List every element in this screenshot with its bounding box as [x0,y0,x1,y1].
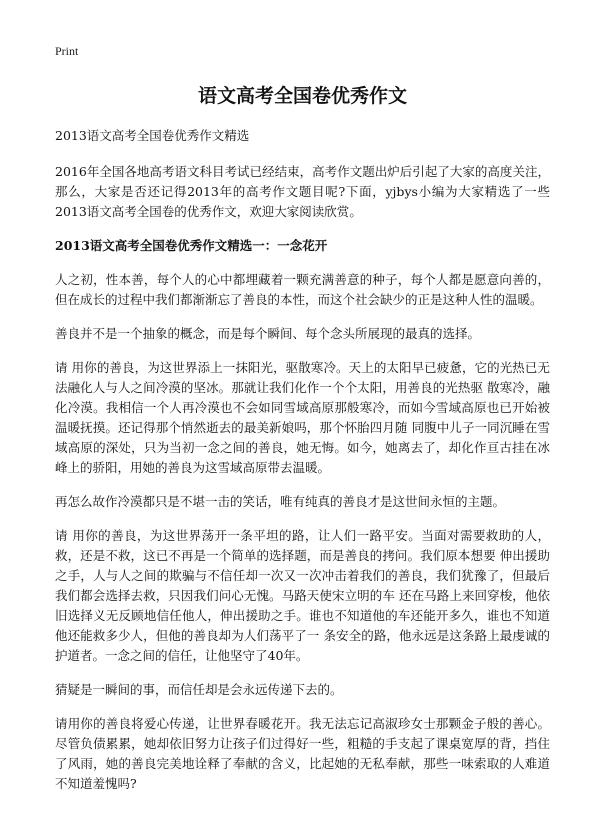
body-paragraph-4: 再怎么故作冷漠都只是不堪一击的笑话，唯有纯真的善良才是这世间永恒的主题。 [55,494,506,509]
document-page [55,44,550,808]
body-paragraph-2: 善良并不是一个抽象的概念，而是每个瞬间、每个念头所展现的最真的选择。 [55,326,481,341]
body-paragraph-3: 请 用你的善良，为这世界添上一抹阳光，驱散寒冷。天上的太阳早已疲惫，它的光热已无法融化人与人之间冷漠的坚冰。那就让我们化作一个个太阳，用善良的光热驱 散寒冷，融化冷漠。我相信一个人再冷漠也不会如同雪域高原那般寒冷，而如今雪域高原也已开始被温暖抚摸。还记得那个悄然逝去的最美新娘吗，那个怀胎四月随 同腹中儿子一同沉睡在雪域高原的深处，只为当初一念之间的善良，她无悔。如今，她离去了，却化作亘古挂在冰峰上的骄阳，用她的善良为这雪域高原带去温暖。 [55,360,550,475]
intro-paragraph: 2016年全国各地高考语文科目考试已经结束，高考作文题出炉后引起了大家的高度关注，那么，大家是否还记得2013年的高考作文题目呢?下面，yjbys小编为大家精选了一些2013语文高考全国卷的优秀作文，欢迎大家阅读欣赏。 [55,164,550,219]
body-paragraph-1: 人之初，性本善，每个人的心中都埋藏着一颗充满善意的种子，每个人都是愿意向善的，但在成长的过程中我们都渐渐忘了善良的本性，而这个社会缺少的正是这种人性的温暖。 [55,272,550,307]
body-paragraph-7: 请用你的善良将爱心传递，让世界春暖花开。我无法忘记高淑珍女士那颗金子般的善心。尽管负债累累，她却依旧努力让孩子们过得好一些，粗糙的手支起了课桌宽厚的背，挡住了风雨，她的善良完美地诠释了奉献的含义，比起她的无私奉献，那些一味索取的人难道不知道羞愧吗? [55,716,550,791]
page-title: 语文高考全国卷优秀作文 [197,85,407,107]
body-paragraph-6: 猜疑是一瞬间的事，而信任却是会永远传递下去的。 [55,682,343,697]
article-subtitle: 2013语文高考全国卷优秀作文精选 [55,128,250,143]
print-link[interactable]: Print [55,44,79,58]
section-heading: 2013语文高考全国卷优秀作文精选一：一念花开 [55,238,328,253]
body-paragraph-5: 请 用你的善良，为这世界荡开一条平坦的路，让人们一路平安。当面对需要救助的人，救，还是不救，这已不再是一个简单的选择题，而是善良的拷问。我们原本想要 伸出援助之手，人与人之间的欺骗与不信任却一次又一次冲击着我们的善良，我们犹豫了，但最后我们都会选择去救，只因我们问心无愧。马路天使宋立明的车 还在马路上来回穿梭，他依旧选择义无反顾地信任他人，伸出援助之手。谁也不知道他的车还能开多久，谁也不知道他还能救多少人，但他的善良却为人们荡平了一 条安全的路，他永远是这条路上最虔诚的护道者。一念之间的信任，让他坚守了40年。 [55,528,550,663]
